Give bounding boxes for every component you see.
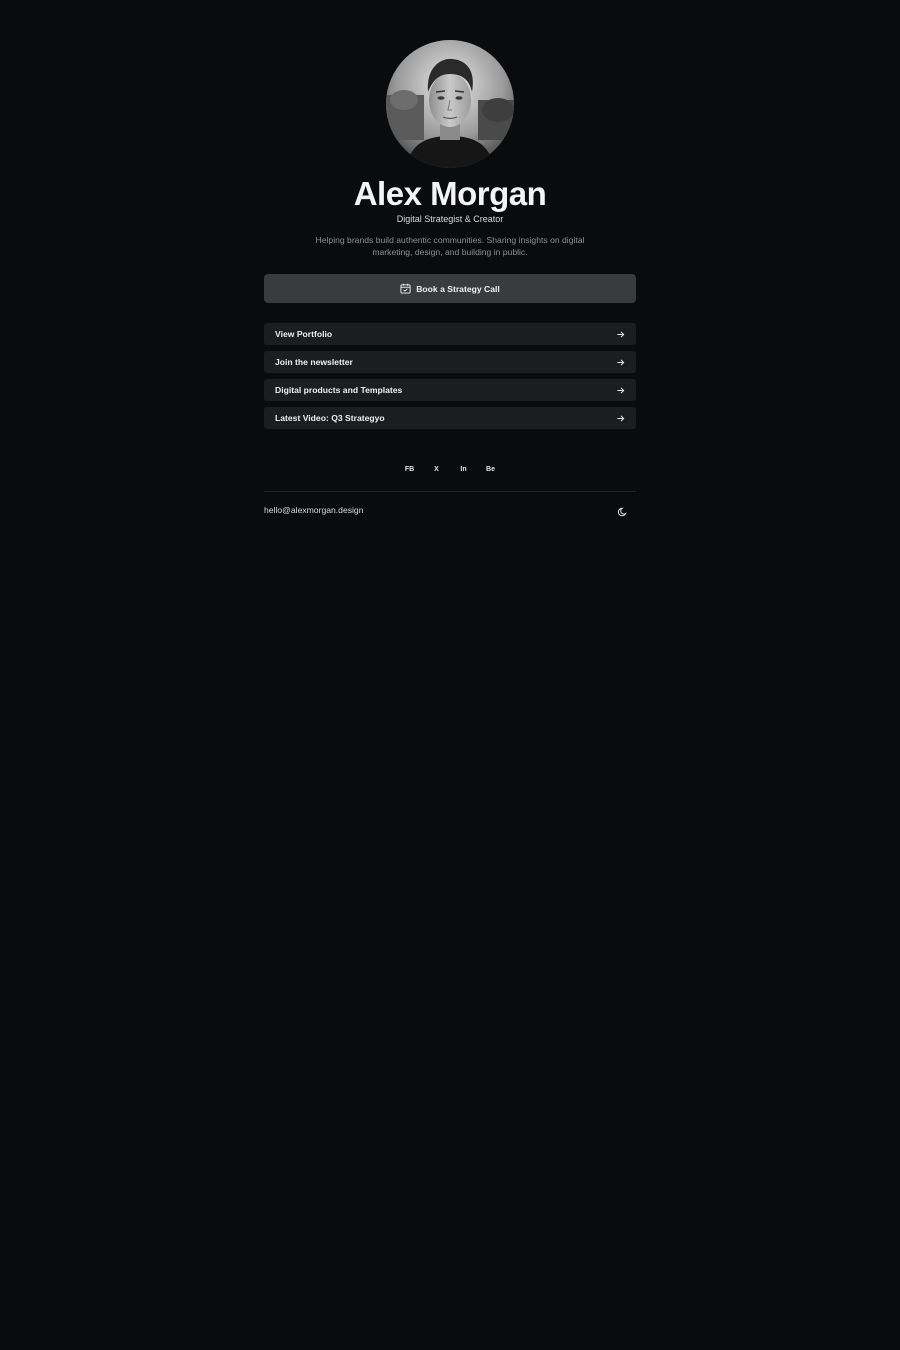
footer-divider <box>264 491 636 492</box>
social-link-facebook[interactable]: FB <box>404 466 415 473</box>
arrow-right-icon <box>616 330 625 339</box>
link-label: View Portfolio <box>275 329 333 339</box>
profile-role: Digital Strategist & Creator <box>396 214 504 224</box>
social-link-x[interactable]: X <box>434 466 439 473</box>
link-list <box>264 323 636 435</box>
link-join-newsletter[interactable] <box>264 351 636 373</box>
arrow-right-icon <box>616 414 625 423</box>
link-label: Join the newsletter <box>275 357 353 367</box>
moon-icon[interactable] <box>617 506 629 518</box>
link-label: Digital products and Templates <box>275 385 403 395</box>
profile-bio: Helping brands build authentic communities. Sharing insights on digital marketing, design, and building in public. <box>315 235 585 257</box>
link-latest-video[interactable] <box>264 407 636 429</box>
calendar-check-icon <box>400 283 411 294</box>
book-strategy-call-button[interactable] <box>264 274 636 303</box>
email-link[interactable]: hello@alexmorgan.design <box>264 505 364 515</box>
link-view-portfolio[interactable] <box>264 323 636 345</box>
link-digital-products[interactable] <box>264 379 636 401</box>
arrow-right-icon <box>616 358 625 367</box>
link-label: Latest Video: Q3 Strategyo <box>275 413 385 423</box>
avatar-photo <box>386 40 514 168</box>
social-link-behance[interactable]: Be <box>486 466 495 473</box>
profile-name: Alex Morgan <box>353 175 547 212</box>
arrow-right-icon <box>616 386 625 395</box>
avatar <box>386 40 514 168</box>
book-strategy-call-label: Book a Strategy Call <box>416 283 500 294</box>
social-links <box>0 463 900 477</box>
social-link-linkedin[interactable]: In <box>460 466 467 473</box>
